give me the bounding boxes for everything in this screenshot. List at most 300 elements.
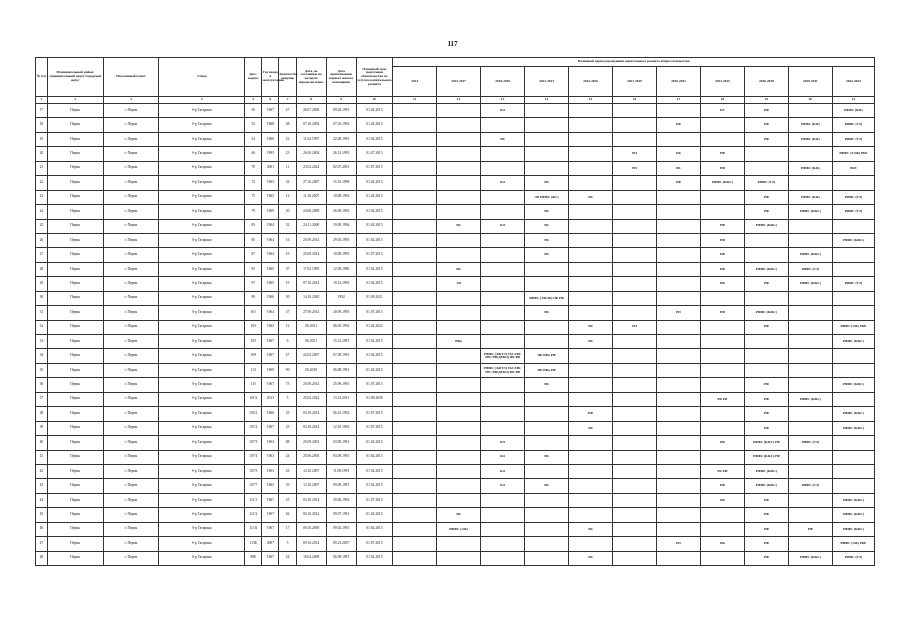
apartments-cell: 12 bbox=[279, 320, 296, 334]
repair-mark-cell bbox=[393, 233, 437, 247]
date-privatization-cell: 19.08.1994 bbox=[326, 219, 356, 233]
repair-mark-cell bbox=[832, 248, 874, 262]
repair-mark-cell bbox=[481, 493, 525, 507]
district-cell: Пермь bbox=[47, 233, 103, 247]
repair-mark-cell: РФФС (ЭЖТЭ) ГАЗ ХВС ТВС РФ(ДЕКО) ПК РФ bbox=[481, 349, 525, 363]
row-number: 43 bbox=[36, 479, 48, 493]
repair-mark-cell: РФФС (КЖС) bbox=[788, 248, 832, 262]
deadline-cell: 01.07.2015 bbox=[356, 248, 392, 262]
repair-mark-cell bbox=[569, 219, 613, 233]
repair-mark-cell: РП bbox=[613, 147, 657, 161]
district-cell: Пермь bbox=[47, 508, 103, 522]
repair-mark-cell: РК bbox=[437, 262, 481, 276]
row-number: 40 bbox=[36, 436, 48, 450]
repair-mark-cell: РФФС (КЖС) bbox=[832, 508, 874, 522]
street-cell: б-р Гагарина bbox=[159, 306, 245, 320]
repair-mark-cell bbox=[437, 450, 481, 464]
period-header: 2018-2020 bbox=[481, 67, 525, 97]
repair-mark-cell bbox=[393, 522, 437, 536]
locality-cell: г. Пермь bbox=[103, 161, 159, 175]
repair-mark-cell bbox=[656, 392, 700, 406]
repair-mark-cell bbox=[393, 421, 437, 435]
street-cell: б-р Гагарина bbox=[159, 537, 245, 551]
repair-mark-cell bbox=[437, 363, 481, 377]
date-privatization-cell: 26.09.1992 bbox=[326, 205, 356, 219]
repair-mark-cell bbox=[656, 132, 700, 146]
date-privatization-cell: 06.03.1992 bbox=[326, 320, 356, 334]
repair-mark-cell: РФ bbox=[744, 104, 788, 118]
district-cell: Пермь bbox=[47, 320, 103, 334]
date-privatization-cell: 07.09.1991 bbox=[326, 349, 356, 363]
table-row bbox=[36, 522, 875, 536]
house-cell: 107/3 bbox=[245, 436, 262, 450]
house-cell: 113Б bbox=[245, 537, 262, 551]
repair-mark-cell bbox=[832, 176, 874, 190]
repair-mark-cell bbox=[569, 378, 613, 392]
locality-cell: г. Пермь bbox=[103, 104, 159, 118]
table-row bbox=[36, 132, 875, 146]
table-row bbox=[36, 262, 875, 276]
repair-mark-cell bbox=[656, 407, 700, 421]
repair-mark-cell bbox=[656, 508, 700, 522]
deadline-cell: 01.02.2015 bbox=[356, 277, 392, 291]
repair-mark-cell bbox=[393, 161, 437, 175]
locality-cell: г. Пермь bbox=[103, 219, 159, 233]
repair-mark-cell: РФФС (КЖС) bbox=[832, 335, 874, 349]
column-number: 14 bbox=[525, 97, 569, 104]
repair-mark-cell bbox=[437, 537, 481, 551]
locality-cell: г. Пермь bbox=[103, 132, 159, 146]
repair-mark-cell bbox=[613, 335, 657, 349]
year-cell: 1967 bbox=[262, 335, 279, 349]
repair-mark-cell bbox=[525, 522, 569, 536]
repair-mark-cell bbox=[525, 436, 569, 450]
repair-mark-cell: ПК bbox=[656, 147, 700, 161]
apartments-cell: 30 bbox=[279, 291, 296, 305]
row-number: 42 bbox=[36, 464, 48, 478]
repair-mark-cell bbox=[832, 450, 874, 464]
repair-mark-cell bbox=[393, 118, 437, 132]
deadline-cell: 01.07.2015 bbox=[356, 306, 392, 320]
row-number: 18 bbox=[36, 118, 48, 132]
year-cell: 1969 bbox=[262, 205, 279, 219]
table-row bbox=[36, 349, 875, 363]
table-row bbox=[36, 233, 875, 247]
repair-mark-cell bbox=[832, 349, 874, 363]
repair-mark-cell: РФФС (ТЭЖ) РКЕ bbox=[832, 147, 874, 161]
district-cell: Пермь bbox=[47, 147, 103, 161]
repair-mark-cell bbox=[700, 320, 744, 334]
deadline-cell: 01.02.2015 bbox=[356, 118, 392, 132]
apartments-cell: 88 bbox=[279, 436, 296, 450]
year-cell: 1963 bbox=[262, 190, 279, 204]
deadline-cell: 01.07.2015 bbox=[356, 537, 392, 551]
date-privatization-cell: 29.03.1993 bbox=[326, 233, 356, 247]
table-row bbox=[36, 147, 875, 161]
row-number: 35 bbox=[36, 363, 48, 377]
header-date-wear: Дата, по состоянию на которую определен износ bbox=[296, 58, 326, 97]
repair-mark-cell bbox=[613, 291, 657, 305]
apartments-cell: 48 bbox=[279, 118, 296, 132]
house-cell: 111/2 bbox=[245, 508, 262, 522]
deadline-cell: 01.02.2022 bbox=[356, 320, 392, 334]
repair-mark-cell: РП bbox=[656, 306, 700, 320]
deadline-cell: 01.02.2015 bbox=[356, 219, 392, 233]
repair-mark-cell bbox=[481, 320, 525, 334]
repair-mark-cell bbox=[656, 320, 700, 334]
year-cell: 2013 bbox=[262, 392, 279, 406]
repair-mark-cell: КО bbox=[481, 104, 525, 118]
repair-mark-cell bbox=[613, 407, 657, 421]
repair-mark-cell bbox=[525, 464, 569, 478]
repair-mark-cell bbox=[393, 508, 437, 522]
repair-mark-cell bbox=[832, 219, 874, 233]
year-cell: 1967 bbox=[262, 551, 279, 565]
repair-mark-cell bbox=[832, 392, 874, 406]
repair-mark-cell bbox=[525, 493, 569, 507]
repair-mark-cell: РК bbox=[437, 219, 481, 233]
locality-cell: г. Пермь bbox=[103, 233, 159, 247]
repair-mark-cell: РФк bbox=[437, 335, 481, 349]
locality-cell: г. Пермь bbox=[103, 262, 159, 276]
header-num: № п/п bbox=[36, 58, 48, 97]
repair-mark-cell bbox=[700, 551, 744, 565]
apartments-cell: 62 bbox=[279, 508, 296, 522]
repair-mark-cell bbox=[744, 335, 788, 349]
district-cell: Пермь bbox=[47, 306, 103, 320]
repair-mark-cell: ПК РФк РФ bbox=[525, 349, 569, 363]
locality-cell: г. Пермь bbox=[103, 349, 159, 363]
street-cell: б-р Гагарина bbox=[159, 248, 245, 262]
deadline-cell: 01.02.2015 bbox=[356, 522, 392, 536]
street-cell: б-р Гагарина bbox=[159, 176, 245, 190]
header-locality: Населенный пункт bbox=[103, 58, 159, 97]
locality-cell: г. Пермь bbox=[103, 190, 159, 204]
locality-cell: г. Пермь bbox=[103, 508, 159, 522]
repair-mark-cell: РФ bbox=[744, 205, 788, 219]
apartments-cell: 24 bbox=[279, 551, 296, 565]
repair-mark-cell: ПК bbox=[700, 493, 744, 507]
repair-mark-cell bbox=[656, 493, 700, 507]
repair-mark-cell: РФФС (ТЭ) bbox=[832, 118, 874, 132]
row-number: 48 bbox=[36, 551, 48, 565]
date-wear-cell: 03.10.2014 bbox=[296, 493, 326, 507]
column-number: 13 bbox=[481, 97, 525, 104]
date-wear-cell: 09.10.2014 bbox=[296, 537, 326, 551]
date-privatization-cell: 22.08.1991 bbox=[326, 132, 356, 146]
repair-mark-cell bbox=[613, 132, 657, 146]
deadline-cell: 01.02.2015 bbox=[356, 479, 392, 493]
locality-cell: г. Пермь bbox=[103, 464, 159, 478]
repair-mark-cell bbox=[437, 436, 481, 450]
repair-mark-cell bbox=[569, 479, 613, 493]
header-deadline: Плановый срок подготовки обязательства по услугам капитального ремонта bbox=[356, 58, 392, 97]
column-number: 12 bbox=[437, 97, 481, 104]
repair-mark-cell bbox=[481, 248, 525, 262]
repair-mark-cell bbox=[525, 335, 569, 349]
house-cell: 105 bbox=[245, 335, 262, 349]
repair-mark-cell bbox=[525, 508, 569, 522]
locality-cell: г. Пермь bbox=[103, 522, 159, 536]
row-number: 39 bbox=[36, 421, 48, 435]
repair-mark-cell bbox=[569, 262, 613, 276]
column-number: 3 bbox=[103, 97, 159, 104]
house-cell: 70 bbox=[245, 161, 262, 175]
house-cell: 99 bbox=[245, 291, 262, 305]
repair-mark-cell: РФ bbox=[700, 306, 744, 320]
year-cell: 2001 bbox=[262, 161, 279, 175]
table-row bbox=[36, 219, 875, 233]
locality-cell: г. Пермь bbox=[103, 291, 159, 305]
repair-mark-cell bbox=[393, 436, 437, 450]
repair-mark-cell bbox=[481, 161, 525, 175]
repair-mark-cell: РФФС (КЖС) bbox=[744, 262, 788, 276]
repair-mark-cell: РФФС (КЖ) bbox=[788, 132, 832, 146]
repair-mark-cell: РФ bbox=[656, 176, 700, 190]
repair-mark-cell bbox=[656, 205, 700, 219]
repair-mark-cell: РФФС (КЖС) bbox=[788, 277, 832, 291]
repair-mark-cell bbox=[744, 248, 788, 262]
row-number: 27 bbox=[36, 248, 48, 262]
repair-mark-cell: РФ bbox=[744, 537, 788, 551]
deadline-cell: 01.02.2015 bbox=[356, 363, 392, 377]
repair-mark-cell bbox=[613, 464, 657, 478]
date-wear-cell: 26.07.2006 bbox=[296, 104, 326, 118]
locality-cell: г. Пермь bbox=[103, 392, 159, 406]
district-cell: Пермь bbox=[47, 219, 103, 233]
column-number: 18 bbox=[700, 97, 744, 104]
apartments-cell: 23 bbox=[279, 147, 296, 161]
table-row bbox=[36, 176, 875, 190]
apartments-cell: 42 bbox=[279, 176, 296, 190]
repair-mark-cell: ПК bbox=[700, 277, 744, 291]
repair-mark-cell: РФ bbox=[744, 190, 788, 204]
repair-mark-cell bbox=[481, 291, 525, 305]
repair-mark-cell bbox=[393, 493, 437, 507]
deadline-cell: 01.02.2015 bbox=[356, 436, 392, 450]
date-wear-cell: 27.10.2007 bbox=[296, 176, 326, 190]
period-header: 2036-2038 bbox=[744, 67, 788, 97]
district-cell: Пермь bbox=[47, 335, 103, 349]
repair-mark-cell: РФФС (КЖС) bbox=[788, 205, 832, 219]
street-cell: б-р Гагарина bbox=[159, 349, 245, 363]
repair-mark-cell: РФ bbox=[700, 219, 744, 233]
repair-mark-cell bbox=[700, 205, 744, 219]
house-cell: 109 bbox=[245, 349, 262, 363]
repair-mark-cell bbox=[613, 219, 657, 233]
header-district: Муниципальный район/муниципальный округ/городской округ bbox=[47, 58, 103, 97]
table-row bbox=[36, 436, 875, 450]
repair-mark-cell bbox=[569, 349, 613, 363]
repair-mark-cell bbox=[832, 464, 874, 478]
locality-cell: г. Пермь bbox=[103, 551, 159, 565]
repair-mark-cell bbox=[744, 161, 788, 175]
repair-mark-cell bbox=[656, 450, 700, 464]
repair-mark-cell bbox=[481, 262, 525, 276]
repair-mark-cell bbox=[656, 378, 700, 392]
apartments-cell: 17 bbox=[279, 522, 296, 536]
repair-mark-cell bbox=[656, 262, 700, 276]
repair-mark-cell: КО bbox=[481, 176, 525, 190]
repair-mark-cell bbox=[832, 436, 874, 450]
apartments-cell: 6 bbox=[279, 335, 296, 349]
apartments-cell: 19 bbox=[279, 248, 296, 262]
header-house: Дом / корпус bbox=[245, 58, 262, 97]
repair-mark-cell bbox=[788, 349, 832, 363]
street-cell: б-р Гагарина bbox=[159, 233, 245, 247]
table-row bbox=[36, 277, 875, 291]
repair-mark-cell: РК bbox=[525, 205, 569, 219]
column-number: 17 bbox=[656, 97, 700, 104]
repair-mark-cell bbox=[393, 306, 437, 320]
repair-mark-cell: РФ bbox=[744, 378, 788, 392]
repair-mark-cell bbox=[437, 320, 481, 334]
date-wear-cell: 27.09.2014 bbox=[296, 306, 326, 320]
row-number: 24 bbox=[36, 205, 48, 219]
apartments-cell: 75 bbox=[279, 378, 296, 392]
street-cell: б-р Гагарина bbox=[159, 493, 245, 507]
repair-mark-cell bbox=[744, 147, 788, 161]
house-cell: 107/5 bbox=[245, 464, 262, 478]
repair-mark-cell bbox=[481, 508, 525, 522]
repair-mark-cell bbox=[437, 104, 481, 118]
repair-mark-cell bbox=[481, 118, 525, 132]
date-privatization-cell: 09.09.1991 bbox=[326, 479, 356, 493]
repair-mark-cell: РФ bbox=[569, 407, 613, 421]
repair-mark-cell bbox=[788, 233, 832, 247]
header-period-group: Плановый период проведения капитального ремонта общего имущества bbox=[393, 58, 875, 67]
column-number: 11 bbox=[393, 97, 437, 104]
repair-mark-cell bbox=[788, 464, 832, 478]
row-number: 29 bbox=[36, 277, 48, 291]
street-cell: б-р Гагарина bbox=[159, 551, 245, 565]
deadline-cell: 01.02.2015 bbox=[356, 233, 392, 247]
date-privatization-cell: 10.08.1992 bbox=[326, 190, 356, 204]
period-header: 2021-2023 bbox=[525, 67, 569, 97]
repair-mark-cell: РП bbox=[613, 161, 657, 175]
apartments-cell: 22 bbox=[279, 132, 296, 146]
header-apartments: Количество квартир bbox=[279, 58, 296, 97]
repair-mark-cell bbox=[656, 248, 700, 262]
repair-mark-cell bbox=[656, 363, 700, 377]
date-wear-cell: 10.04.2008 bbox=[296, 551, 326, 565]
repair-mark-cell bbox=[744, 233, 788, 247]
house-cell: 50 bbox=[245, 104, 262, 118]
repair-mark-cell bbox=[525, 551, 569, 565]
repair-mark-cell: РФФС (КЖС) РФ bbox=[744, 436, 788, 450]
date-wear-cell: 06.2021 bbox=[296, 320, 326, 334]
repair-mark-cell bbox=[525, 118, 569, 132]
repair-mark-cell: РФ bbox=[700, 233, 744, 247]
repair-mark-cell bbox=[613, 392, 657, 406]
deadline-cell: 01.02.2015 bbox=[356, 464, 392, 478]
repair-mark-cell: РФФС (ТЭ) bbox=[744, 176, 788, 190]
year-cell: 1969 bbox=[262, 363, 279, 377]
date-privatization-cell: 20.09.1993 bbox=[326, 306, 356, 320]
repair-mark-cell bbox=[437, 493, 481, 507]
district-cell: Пермь bbox=[47, 493, 103, 507]
year-cell: 1967 bbox=[262, 378, 279, 392]
repair-mark-cell bbox=[393, 464, 437, 478]
house-cell: 83 bbox=[245, 219, 262, 233]
district-cell: Пермь bbox=[47, 392, 103, 406]
repair-mark-cell bbox=[481, 522, 525, 536]
year-cell: 1964 bbox=[262, 306, 279, 320]
street-cell: б-р Гагарина bbox=[159, 205, 245, 219]
column-number: 10 bbox=[356, 97, 392, 104]
locality-cell: г. Пермь bbox=[103, 248, 159, 262]
district-cell: Пермь bbox=[47, 421, 103, 435]
year-cell: 1967 bbox=[262, 349, 279, 363]
period-header: 2027-2029 bbox=[613, 67, 657, 97]
date-privatization-cell: 15.12.1991 bbox=[326, 335, 356, 349]
district-cell: Пермь bbox=[47, 205, 103, 219]
repair-mark-cell: РФФС (ТЭ) bbox=[832, 190, 874, 204]
repair-mark-cell: ПК bbox=[656, 118, 700, 132]
table-row bbox=[36, 205, 875, 219]
table-row bbox=[36, 104, 875, 118]
repair-mark-cell bbox=[525, 104, 569, 118]
district-cell: Пермь bbox=[47, 464, 103, 478]
row-number: 34 bbox=[36, 349, 48, 363]
row-number: 20 bbox=[36, 147, 48, 161]
repair-mark-cell bbox=[437, 161, 481, 175]
year-cell: 1967 bbox=[262, 493, 279, 507]
apartments-cell: 32 bbox=[279, 219, 296, 233]
street-cell: б-р Гагарина bbox=[159, 161, 245, 175]
apartments-cell: 12 bbox=[279, 190, 296, 204]
repair-mark-cell bbox=[613, 306, 657, 320]
apartments-cell: 27 bbox=[279, 349, 296, 363]
repair-mark-cell bbox=[700, 291, 744, 305]
repair-mark-cell bbox=[393, 320, 437, 334]
row-number: 37 bbox=[36, 392, 48, 406]
repair-mark-cell: РФФС (КЖС) bbox=[832, 522, 874, 536]
repair-mark-cell bbox=[613, 104, 657, 118]
street-cell: б-р Гагарина bbox=[159, 190, 245, 204]
table-row bbox=[36, 479, 875, 493]
date-wear-cell: 07.10.2004 bbox=[296, 118, 326, 132]
repair-mark-cell bbox=[569, 161, 613, 175]
repair-mark-cell bbox=[788, 335, 832, 349]
repair-mark-cell bbox=[437, 349, 481, 363]
repair-mark-cell: РФФС (КЖС) bbox=[832, 378, 874, 392]
deadline-cell: 01.02.2015 bbox=[356, 349, 392, 363]
repair-mark-cell: РФ bbox=[700, 479, 744, 493]
repair-mark-cell bbox=[832, 306, 874, 320]
year-cell: 1964 bbox=[262, 248, 279, 262]
year-cell: 1993 bbox=[262, 147, 279, 161]
repair-mark-cell bbox=[525, 147, 569, 161]
year-cell: 1963 bbox=[262, 464, 279, 478]
street-cell: б-р Гагарина bbox=[159, 132, 245, 146]
date-wear-cell: 25.09.2014 bbox=[296, 378, 326, 392]
locality-cell: г. Пермь bbox=[103, 118, 159, 132]
district-cell: Пермь bbox=[47, 363, 103, 377]
locality-cell: г. Пермь bbox=[103, 407, 159, 421]
repair-mark-cell: ПК РФк РФ bbox=[525, 363, 569, 377]
repair-mark-cell bbox=[437, 407, 481, 421]
repair-mark-cell bbox=[700, 132, 744, 146]
column-number: 8 bbox=[296, 97, 326, 104]
row-number: 32 bbox=[36, 320, 48, 334]
repair-mark-cell bbox=[569, 205, 613, 219]
period-header: 2030-2032 bbox=[656, 67, 700, 97]
repair-mark-cell bbox=[569, 392, 613, 406]
date-wear-cell: 25.09.2001 bbox=[296, 436, 326, 450]
district-cell: Пермь bbox=[47, 537, 103, 551]
repair-mark-cell: РК bbox=[525, 450, 569, 464]
